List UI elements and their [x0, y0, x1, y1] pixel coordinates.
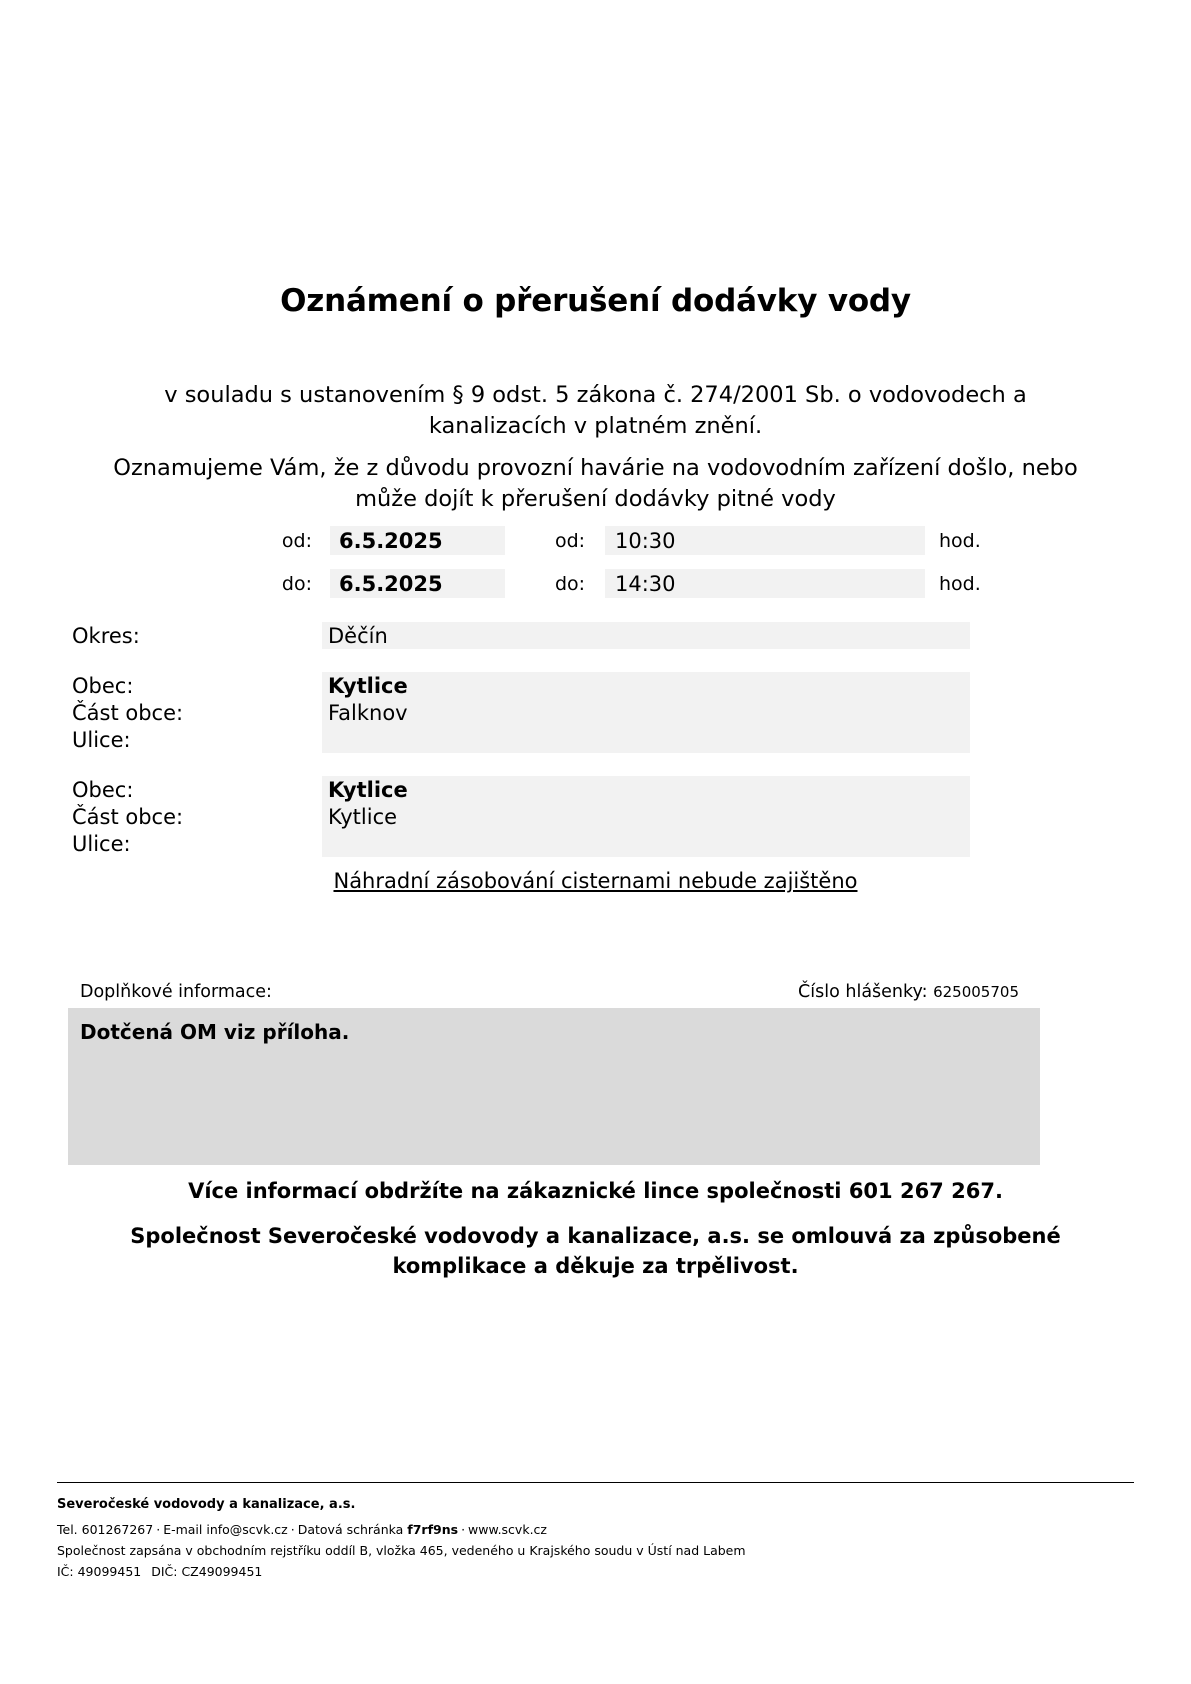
- spacer: [0, 649, 1191, 672]
- time-to-field[interactable]: 14:30: [605, 569, 925, 598]
- footer-company-name: Severočeské vodovody a kanalizace, a.s.: [57, 1497, 356, 1512]
- footer-phone: Tel. 601267267: [57, 1522, 154, 1537]
- legal-reference-paragraph: v souladu s ustanovením § 9 odst. 5 zákona č. 274/2001 Sb. o vodovodech a kanalizacích v platném znění.: [164, 381, 1027, 439]
- footer-separator-icon: ·: [461, 1522, 466, 1537]
- municipality-value[interactable]: Kytlice: [322, 672, 970, 699]
- outage-datetime-block: [0, 526, 1191, 612]
- notice-paragraph: Oznamujeme Vám, že z důvodu provozní havárie na vodovodním zařízení došlo, nebo může dojít k přerušení dodávky pitné vody: [113, 454, 1078, 512]
- municipality-part-value[interactable]: Falknov: [322, 699, 970, 726]
- district-value[interactable]: Děčín: [322, 622, 970, 649]
- footer-contact-line: [57, 1519, 1134, 1540]
- footer-email: E-mail info@scvk.cz: [163, 1522, 288, 1537]
- municipality-part-row: [0, 803, 1191, 830]
- footer-ico: IČ: 49099451: [57, 1564, 142, 1579]
- time-to-label: do:: [555, 572, 586, 595]
- district-row: [0, 622, 1191, 649]
- report-number-value: 625005705: [933, 983, 1019, 1001]
- cistern-note: Náhradní zásobování cisternami nebude zajištěno: [333, 869, 858, 893]
- street-value[interactable]: [322, 830, 970, 857]
- time-from-unit: hod.: [939, 529, 981, 552]
- date-from-field[interactable]: 6.5.2025: [330, 526, 505, 555]
- time-from-label: od:: [555, 529, 586, 552]
- street-label: Ulice:: [72, 727, 131, 752]
- outage-from-row: [0, 526, 1191, 555]
- footer-separator-icon: ·: [290, 1522, 295, 1537]
- additional-info-box[interactable]: [68, 1008, 1040, 1165]
- municipality-label: Obec:: [72, 777, 134, 802]
- time-to-unit: hod.: [939, 572, 981, 595]
- footer-dic: DIČ: CZ49099451: [151, 1564, 263, 1579]
- spacer: [0, 753, 1191, 776]
- outage-to-row: [0, 569, 1191, 598]
- street-value[interactable]: [322, 726, 970, 753]
- additional-info-header: [80, 982, 1119, 1004]
- municipality-row: [0, 776, 1191, 803]
- date-from-label: od:: [281, 529, 312, 552]
- time-from-field[interactable]: 10:30: [605, 526, 925, 555]
- report-number-group: [798, 982, 1019, 1002]
- street-row: [0, 726, 1191, 753]
- date-to-label: do:: [281, 572, 312, 595]
- street-label: Ulice:: [72, 831, 131, 856]
- municipality-part-value[interactable]: Kytlice: [322, 803, 970, 830]
- page-title: Oznámení o přerušení dodávky vody: [280, 283, 911, 319]
- municipality-part-row: [0, 699, 1191, 726]
- footer: [57, 1494, 1134, 1582]
- hotline-line: Více informací obdržíte na zákaznické lince společnosti 601 267 267.: [188, 1179, 1003, 1203]
- additional-info-text: Dotčená OM viz příloha.: [80, 1020, 350, 1044]
- footer-databox-label: Datová schránka: [297, 1522, 404, 1537]
- additional-info-label: Doplňkové informace:: [80, 982, 272, 1002]
- municipality-part-label: Část obce:: [72, 804, 184, 829]
- footer-registration-line: Společnost zapsána v obchodním rejstříku oddíl B, vložka 465, vedeného u Krajského soudu v Ústí nad Labem: [57, 1543, 746, 1558]
- report-number-label: Číslo hlášenky:: [798, 982, 928, 1002]
- location-block: [0, 622, 1191, 857]
- footer-web: www.scvk.cz: [468, 1522, 547, 1537]
- footer-databox-id: f7rf9ns: [407, 1522, 459, 1537]
- municipality-label: Obec:: [72, 673, 134, 698]
- district-label: Okres:: [72, 623, 140, 648]
- municipality-part-label: Část obce:: [72, 700, 184, 725]
- apology-line: Společnost Severočeské vodovody a kanalizace, a.s. se omlouvá za způsobené komplikace a děkuje za trpělivost.: [130, 1224, 1061, 1278]
- date-to-field[interactable]: 6.5.2025: [330, 569, 505, 598]
- footer-divider: [57, 1482, 1134, 1483]
- municipality-row: [0, 672, 1191, 699]
- footer-identifiers-line: [57, 1561, 1134, 1582]
- footer-separator-icon: ·: [156, 1522, 161, 1537]
- street-row: [0, 830, 1191, 857]
- municipality-value[interactable]: Kytlice: [322, 776, 970, 803]
